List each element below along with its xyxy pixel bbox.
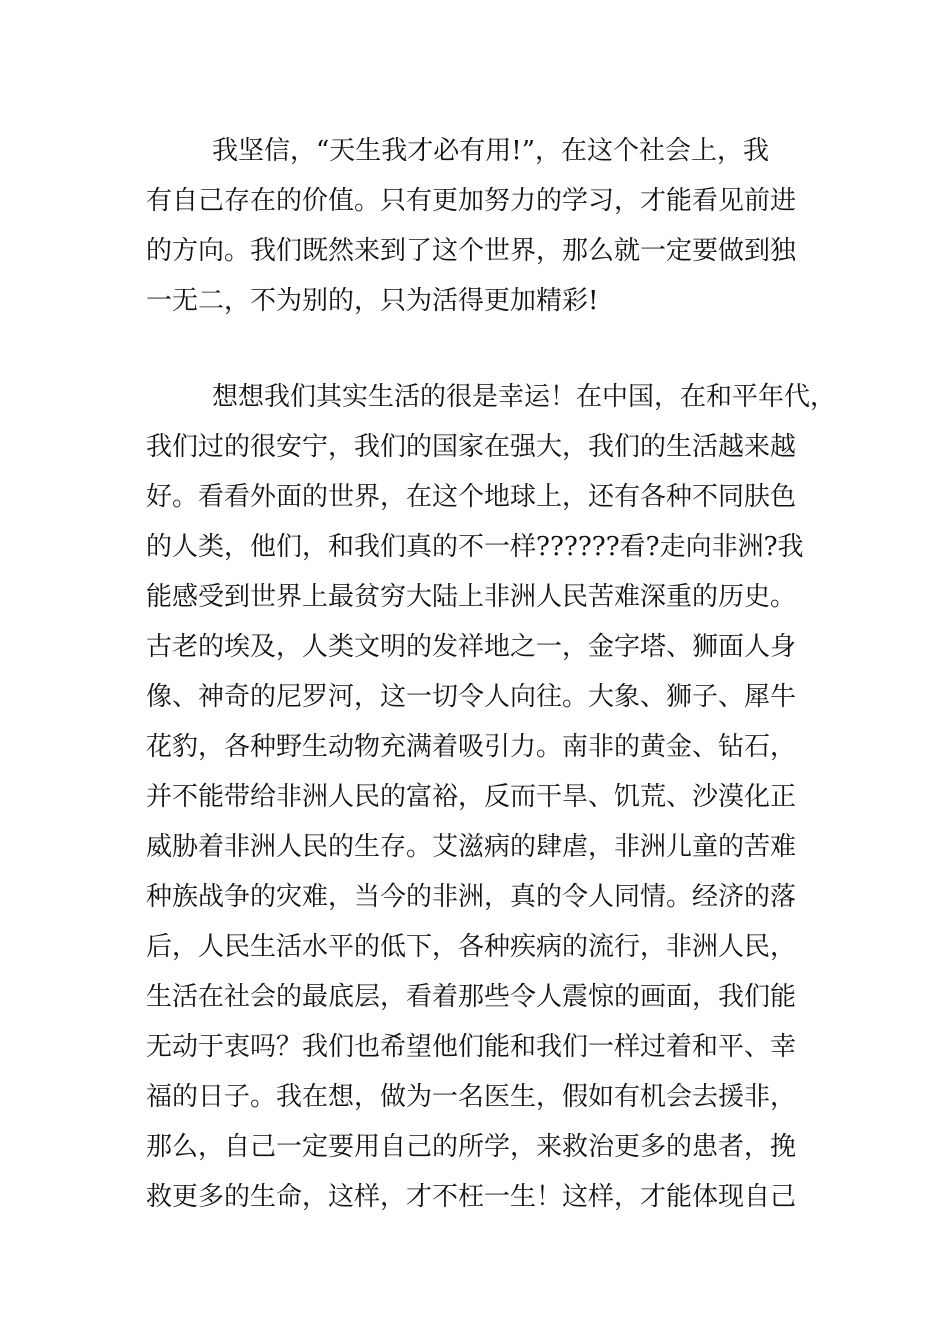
paragraph-line: 想想我们其实生活的很是幸运！在中国，在和平年代， (212, 382, 837, 412)
paragraph-line: 的人类，他们，和我们真的不一样??????看?走向非洲?我 (146, 532, 804, 562)
paragraph-line: 福的日子。我在想，做为一名医生，假如有机会去援非， (146, 1082, 797, 1112)
paragraph-line: 古老的埃及，人类文明的发祥地之一，金字塔、狮面人身 (146, 632, 797, 662)
paragraph-1 (146, 126, 826, 326)
paragraph-line: 好。看看外面的世界，在这个地球上，还有各种不同肤色 (146, 482, 797, 512)
paragraph-line: 无动于衷吗？我们也希望他们能和我们一样过着和平、幸 (146, 1032, 797, 1062)
paragraph-line: 威胁着非洲人民的生存。艾滋病的肆虐，非洲儿童的苦难 (146, 832, 797, 862)
paragraph-line: 花豹，各种野生动物充满着吸引力。南非的黄金、钻石， (146, 732, 797, 762)
paragraph-line: 一无二，不为别的，只为活得更加精彩! (146, 286, 599, 316)
paragraph-2 (146, 372, 837, 1222)
paragraph-line: 并不能带给非洲人民的富裕，反而干旱、饥荒、沙漠化正 (146, 782, 797, 812)
paragraph-line: 那么，自己一定要用自己的所学，来救治更多的患者，挽 (146, 1132, 797, 1162)
paragraph-line: 有自己存在的价值。只有更加努力的学习，才能看见前进 (146, 186, 797, 216)
paragraph-line: 我坚信，“天生我才必有用!”，在这个社会上，我 (212, 136, 770, 166)
paragraph-line: 后，人民生活水平的低下，各种疾病的流行，非洲人民， (146, 932, 797, 962)
paragraph-line: 像、神奇的尼罗河，这一切令人向往。大象、狮子、犀牛 (146, 682, 797, 712)
paragraph-line: 的方向。我们既然来到了这个世界，那么就一定要做到独 (146, 236, 797, 266)
paragraph-line: 种族战争的灾难，当今的非洲，真的令人同情。经济的落 (146, 882, 797, 912)
paragraph-line: 生活在社会的最底层，看着那些令人震惊的画面，我们能 (146, 982, 797, 1012)
paragraph-line: 我们过的很安宁，我们的国家在强大，我们的生活越来越 (146, 432, 797, 462)
paragraph-line: 能感受到世界上最贫穷大陆上非洲人民苦难深重的历史。 (146, 582, 797, 612)
paragraph-line: 救更多的生命，这样，才不枉一生！这样，才能体现自己 (146, 1182, 797, 1212)
